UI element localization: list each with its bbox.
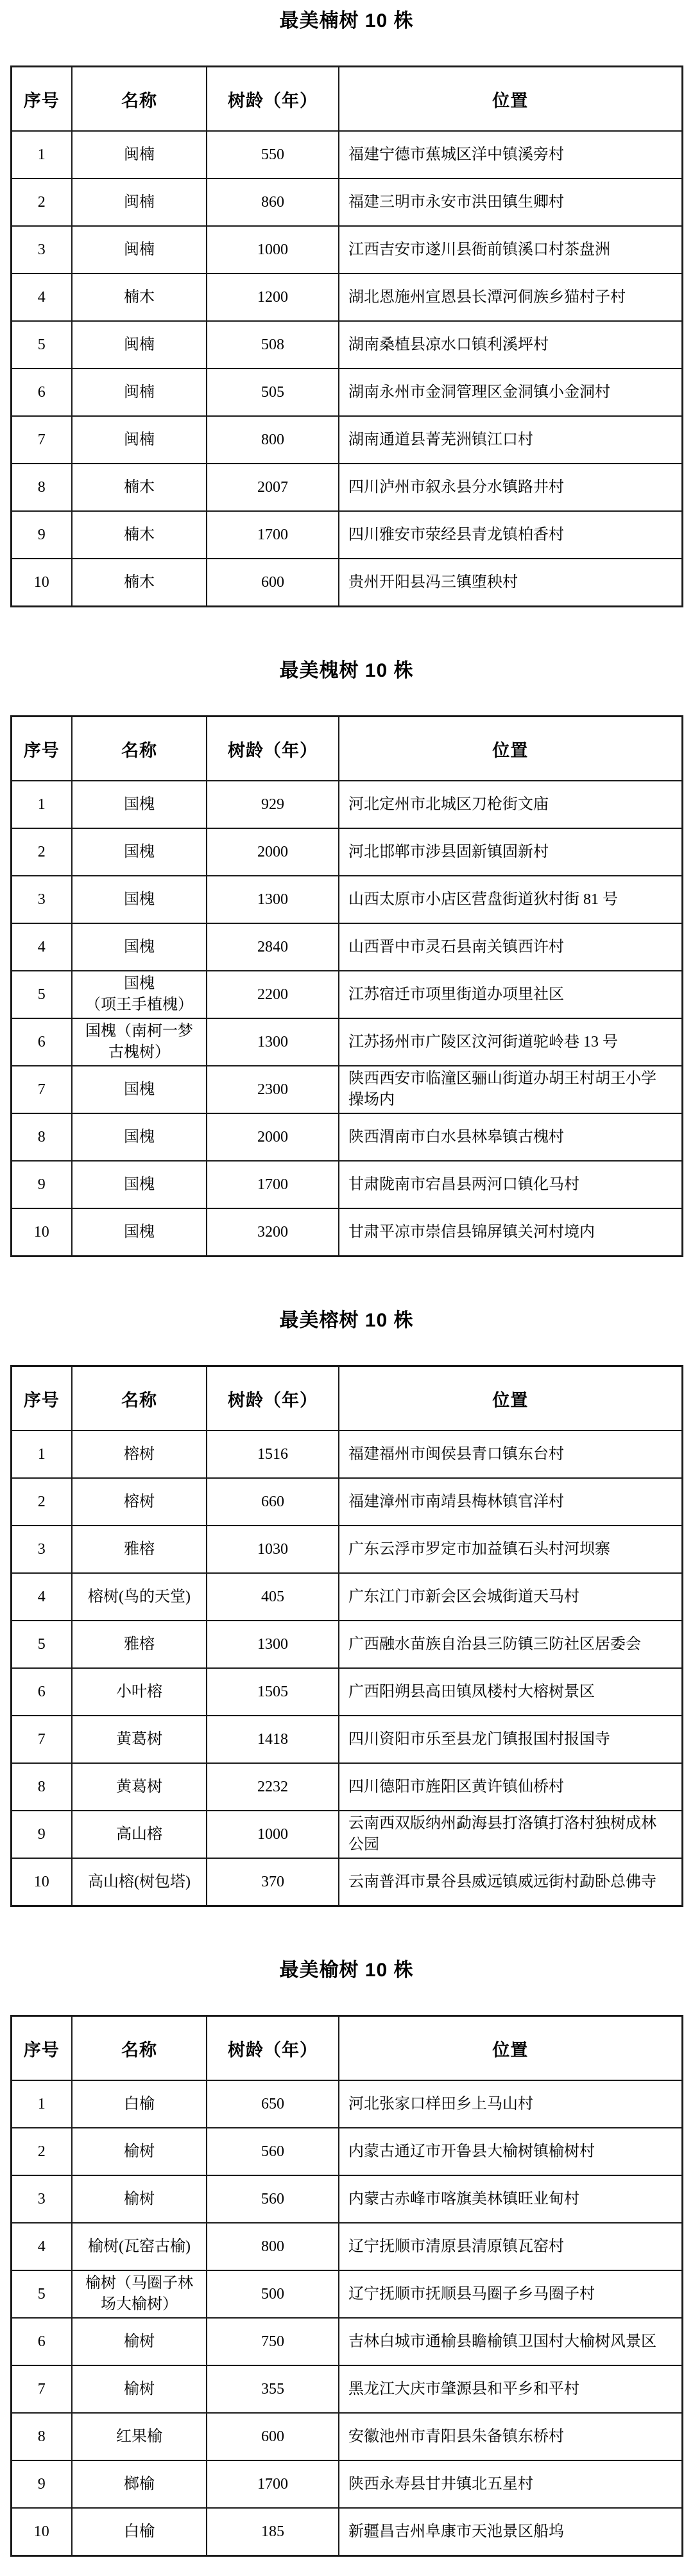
cell-location: 四川资阳市乐至县龙门镇报国村报国寺	[339, 1716, 682, 1763]
header-row	[11, 1366, 682, 1431]
table-row	[11, 1573, 682, 1621]
cell-location: 云南普洱市景谷县威远镇威远街村勐卧总佛寺	[339, 1858, 682, 1906]
cell-index: 10	[11, 559, 72, 607]
cell-age: 1700	[207, 1161, 339, 1208]
cell-index: 2	[11, 2128, 72, 2175]
table-row	[11, 416, 682, 464]
cell-location: 福建三明市永安市洪田镇生卿村	[339, 178, 682, 226]
cell-location: 辽宁抚顺市抚顺县马圈子乡马圈子村	[339, 2270, 682, 2318]
table-row	[11, 1208, 682, 1257]
table-row	[11, 2128, 682, 2175]
table-row	[11, 369, 682, 416]
cell-location: 陕西永寿县甘井镇北五星村	[339, 2460, 682, 2508]
cell-name: 榕树(鸟的天堂)	[72, 1573, 207, 1621]
cell-location: 湖南永州市金洞管理区金洞镇小金洞村	[339, 369, 682, 416]
col-header-location: 位置	[339, 67, 682, 132]
cell-index: 2	[11, 828, 72, 876]
cell-index: 4	[11, 1573, 72, 1621]
col-header-location: 位置	[339, 717, 682, 781]
cell-index: 6	[11, 369, 72, 416]
cell-index: 5	[11, 1621, 72, 1668]
cell-name: 雅榕	[72, 1621, 207, 1668]
cell-index: 9	[11, 1811, 72, 1858]
table-row	[11, 828, 682, 876]
cell-name: 闽楠	[72, 416, 207, 464]
cell-index: 3	[11, 2175, 72, 2223]
table-row	[11, 2175, 682, 2223]
cell-index: 7	[11, 1066, 72, 1113]
cell-location: 四川雅安市荥经县青龙镇柏香村	[339, 511, 682, 559]
cell-location: 广东江门市新会区会城街道天马村	[339, 1573, 682, 1621]
cell-age: 929	[207, 781, 339, 828]
cell-location: 吉林白城市通榆县瞻榆镇卫国村大榆树风景区	[339, 2318, 682, 2365]
cell-age: 2840	[207, 923, 339, 971]
table-row	[11, 2413, 682, 2460]
cell-age: 3200	[207, 1208, 339, 1257]
table-row	[11, 2365, 682, 2413]
cell-name: 榕树	[72, 1478, 207, 1526]
col-header-age: 树龄（年）	[207, 1366, 339, 1431]
cell-index: 5	[11, 2270, 72, 2318]
cell-age: 2200	[207, 971, 339, 1018]
cell-index: 10	[11, 1208, 72, 1257]
table-row	[11, 131, 682, 178]
cell-name: 国槐	[72, 1066, 207, 1113]
table-row	[11, 781, 682, 828]
cell-name: 楠木	[72, 464, 207, 511]
cell-age: 370	[207, 1858, 339, 1906]
cell-location: 新疆昌吉州阜康市天池景区船坞	[339, 2508, 682, 2556]
cell-index: 1	[11, 781, 72, 828]
table-row	[11, 226, 682, 274]
cell-name: 国槐	[72, 1161, 207, 1208]
cell-location: 甘肃平凉市崇信县锦屏镇关河村境内	[339, 1208, 682, 1257]
cell-name: 白榆	[72, 2508, 207, 2556]
table-row	[11, 1066, 682, 1113]
table-row	[11, 923, 682, 971]
table-row	[11, 1811, 682, 1858]
cell-index: 10	[11, 2508, 72, 2556]
cell-index: 9	[11, 511, 72, 559]
cell-age: 560	[207, 2128, 339, 2175]
cell-age: 405	[207, 1573, 339, 1621]
cell-location: 河北定州市北城区刀枪街文庙	[339, 781, 682, 828]
cell-index: 8	[11, 464, 72, 511]
cell-index: 5	[11, 321, 72, 369]
cell-name: 榆树	[72, 2128, 207, 2175]
cell-location: 福建宁德市蕉城区洋中镇溪旁村	[339, 131, 682, 178]
cell-location: 陕西西安市临潼区骊山街道办胡王村胡王小学操场内	[339, 1066, 682, 1113]
cell-age: 355	[207, 2365, 339, 2413]
cell-age: 560	[207, 2175, 339, 2223]
tree-table	[10, 65, 683, 607]
cell-name: 闽楠	[72, 178, 207, 226]
cell-location: 河北张家口样田乡上马山村	[339, 2080, 682, 2128]
cell-location: 山西太原市小店区营盘街道狄村街 81 号	[339, 876, 682, 923]
cell-age: 1700	[207, 2460, 339, 2508]
cell-name: 国槐	[72, 828, 207, 876]
cell-age: 505	[207, 369, 339, 416]
cell-age: 2232	[207, 1763, 339, 1811]
cell-name: 榕树	[72, 1431, 207, 1478]
col-header-location: 位置	[339, 1366, 682, 1431]
cell-location: 辽宁抚顺市清原县清原镇瓦窑村	[339, 2223, 682, 2270]
table-title: 最美楠树 10 株	[279, 10, 414, 31]
cell-age: 1030	[207, 1526, 339, 1573]
header-row	[11, 67, 682, 132]
cell-name: 榆树	[72, 2318, 207, 2365]
cell-index: 4	[11, 2223, 72, 2270]
table-row	[11, 1858, 682, 1906]
cell-location: 山西晋中市灵石县南关镇西许村	[339, 923, 682, 971]
cell-name: 国槐	[72, 781, 207, 828]
table-row	[11, 511, 682, 559]
tree-table	[10, 1365, 683, 1907]
table-row	[11, 1668, 682, 1716]
cell-index: 3	[11, 876, 72, 923]
cell-age: 2000	[207, 1113, 339, 1161]
col-header-name: 名称	[72, 2016, 207, 2081]
cell-name: 国槐	[72, 1113, 207, 1161]
cell-age: 800	[207, 2223, 339, 2270]
cell-location: 内蒙古通辽市开鲁县大榆树镇榆树村	[339, 2128, 682, 2175]
cell-name: 闽楠	[72, 321, 207, 369]
cell-location: 福建漳州市南靖县梅林镇官洋村	[339, 1478, 682, 1526]
cell-index: 8	[11, 2413, 72, 2460]
cell-index: 9	[11, 2460, 72, 2508]
table-row	[11, 559, 682, 607]
table-title: 最美榆树 10 株	[279, 1960, 414, 1981]
cell-age: 660	[207, 1478, 339, 1526]
cell-age: 1418	[207, 1716, 339, 1763]
cell-age: 1300	[207, 876, 339, 923]
cell-index: 7	[11, 2365, 72, 2413]
col-header-index: 序号	[11, 717, 72, 781]
cell-age: 1000	[207, 1811, 339, 1858]
cell-index: 6	[11, 2318, 72, 2365]
col-header-age: 树龄（年）	[207, 2016, 339, 2081]
table-row	[11, 1526, 682, 1573]
cell-index: 5	[11, 971, 72, 1018]
cell-age: 860	[207, 178, 339, 226]
cell-location: 贵州开阳县冯三镇堕秧村	[339, 559, 682, 607]
cell-location: 内蒙古赤峰市喀旗美林镇旺业甸村	[339, 2175, 682, 2223]
cell-name: 白榆	[72, 2080, 207, 2128]
cell-index: 8	[11, 1763, 72, 1811]
cell-name: 闽楠	[72, 226, 207, 274]
table-row	[11, 2270, 682, 2318]
header-row	[11, 717, 682, 781]
table-row	[11, 1716, 682, 1763]
cell-age: 750	[207, 2318, 339, 2365]
table-row	[11, 1113, 682, 1161]
cell-index: 6	[11, 1668, 72, 1716]
cell-age: 600	[207, 559, 339, 607]
cell-index: 2	[11, 178, 72, 226]
tree-table	[10, 715, 683, 1257]
table-row	[11, 178, 682, 226]
cell-index: 3	[11, 226, 72, 274]
cell-name: 楠木	[72, 559, 207, 607]
cell-name: 楠木	[72, 511, 207, 559]
cell-index: 1	[11, 131, 72, 178]
cell-name: 红果榆	[72, 2413, 207, 2460]
cell-age: 650	[207, 2080, 339, 2128]
col-header-age: 树龄（年）	[207, 717, 339, 781]
cell-age: 2007	[207, 464, 339, 511]
tree-table	[10, 2015, 683, 2557]
cell-name: 黄葛树	[72, 1763, 207, 1811]
cell-name: 榆树	[72, 2175, 207, 2223]
table-row	[11, 321, 682, 369]
cell-name: 榔榆	[72, 2460, 207, 2508]
cell-index: 2	[11, 1478, 72, 1526]
cell-name: 闽楠	[72, 369, 207, 416]
tree-table-section	[0, 657, 693, 1257]
cell-name: 高山榕	[72, 1811, 207, 1858]
col-header-age: 树龄（年）	[207, 67, 339, 132]
cell-age: 600	[207, 2413, 339, 2460]
cell-name: 国槐 （项王手植槐）	[72, 971, 207, 1018]
cell-location: 福建福州市闽侯县青口镇东台村	[339, 1431, 682, 1478]
cell-location: 广西融水苗族自治县三防镇三防社区居委会	[339, 1621, 682, 1668]
table-row	[11, 1161, 682, 1208]
cell-age: 800	[207, 416, 339, 464]
table-row	[11, 876, 682, 923]
cell-name: 闽楠	[72, 131, 207, 178]
cell-location: 湖北恩施州宣恩县长潭河侗族乡猫村子村	[339, 274, 682, 321]
cell-age: 500	[207, 2270, 339, 2318]
table-row	[11, 274, 682, 321]
cell-age: 1516	[207, 1431, 339, 1478]
cell-location: 甘肃陇南市宕昌县两河口镇化马村	[339, 1161, 682, 1208]
cell-index: 7	[11, 1716, 72, 1763]
cell-name: 黄葛树	[72, 1716, 207, 1763]
cell-index: 4	[11, 274, 72, 321]
table-row	[11, 2460, 682, 2508]
cell-age: 1300	[207, 1018, 339, 1066]
cell-location: 江西吉安市遂川县衙前镇溪口村茶盘洲	[339, 226, 682, 274]
cell-location: 湖南通道县菁芜洲镇江口村	[339, 416, 682, 464]
cell-name: 高山榕(树包塔)	[72, 1858, 207, 1906]
cell-age: 2000	[207, 828, 339, 876]
cell-location: 云南西双版纳州勐海县打洛镇打洛村独树成林公园	[339, 1811, 682, 1858]
table-row	[11, 2080, 682, 2128]
table-row	[11, 1763, 682, 1811]
table-title: 最美槐树 10 株	[279, 660, 414, 681]
cell-name: 小叶榕	[72, 1668, 207, 1716]
col-header-name: 名称	[72, 717, 207, 781]
cell-index: 1	[11, 1431, 72, 1478]
table-row	[11, 1431, 682, 1478]
cell-age: 1000	[207, 226, 339, 274]
cell-location: 黑龙江大庆市肇源县和平乡和平村	[339, 2365, 682, 2413]
table-row	[11, 1478, 682, 1526]
cell-location: 河北邯郸市涉县固新镇固新村	[339, 828, 682, 876]
col-header-location: 位置	[339, 2016, 682, 2081]
table-row	[11, 971, 682, 1018]
cell-location: 安徽池州市青阳县朱备镇东桥村	[339, 2413, 682, 2460]
cell-location: 四川德阳市旌阳区黄许镇仙桥村	[339, 1763, 682, 1811]
cell-name: 榆树	[72, 2365, 207, 2413]
cell-location: 江苏扬州市广陵区汶河街道驼岭巷 13 号	[339, 1018, 682, 1066]
col-header-name: 名称	[72, 1366, 207, 1431]
cell-age: 185	[207, 2508, 339, 2556]
cell-name: 榆树（马圈子林 场大榆树）	[72, 2270, 207, 2318]
cell-location: 陕西渭南市白水县林皋镇古槐村	[339, 1113, 682, 1161]
cell-name: 雅榕	[72, 1526, 207, 1573]
table-row	[11, 2223, 682, 2270]
table-row	[11, 464, 682, 511]
cell-age: 1700	[207, 511, 339, 559]
table-row	[11, 2318, 682, 2365]
cell-index: 10	[11, 1858, 72, 1906]
col-header-index: 序号	[11, 67, 72, 132]
cell-age: 1200	[207, 274, 339, 321]
cell-location: 广西阳朔县高田镇凤楼村大榕树景区	[339, 1668, 682, 1716]
cell-age: 550	[207, 131, 339, 178]
cell-name: 国槐（南柯一梦 古槐树）	[72, 1018, 207, 1066]
header-row	[11, 2016, 682, 2081]
cell-index: 7	[11, 416, 72, 464]
table-row	[11, 1621, 682, 1668]
cell-location: 江苏宿迁市项里街道办项里社区	[339, 971, 682, 1018]
tree-table-section	[0, 1307, 693, 1907]
cell-index: 8	[11, 1113, 72, 1161]
tree-table-section	[0, 1957, 693, 2557]
cell-age: 1505	[207, 1668, 339, 1716]
cell-name: 国槐	[72, 876, 207, 923]
cell-age: 1300	[207, 1621, 339, 1668]
cell-location: 广东云浮市罗定市加益镇石头村河坝寨	[339, 1526, 682, 1573]
table-title: 最美榕树 10 株	[279, 1310, 414, 1331]
cell-age: 508	[207, 321, 339, 369]
cell-index: 3	[11, 1526, 72, 1573]
tree-table-section	[0, 8, 693, 607]
cell-age: 2300	[207, 1066, 339, 1113]
table-row	[11, 1018, 682, 1066]
col-header-name: 名称	[72, 67, 207, 132]
cell-location: 四川泸州市叙永县分水镇路井村	[339, 464, 682, 511]
table-row	[11, 2508, 682, 2556]
cell-name: 国槐	[72, 1208, 207, 1257]
col-header-index: 序号	[11, 2016, 72, 2081]
cell-location: 湖南桑植县凉水口镇利溪坪村	[339, 321, 682, 369]
col-header-index: 序号	[11, 1366, 72, 1431]
cell-index: 6	[11, 1018, 72, 1066]
cell-name: 榆树(瓦窑古榆)	[72, 2223, 207, 2270]
cell-index: 1	[11, 2080, 72, 2128]
cell-index: 4	[11, 923, 72, 971]
cell-name: 楠木	[72, 274, 207, 321]
cell-name: 国槐	[72, 923, 207, 971]
cell-index: 9	[11, 1161, 72, 1208]
